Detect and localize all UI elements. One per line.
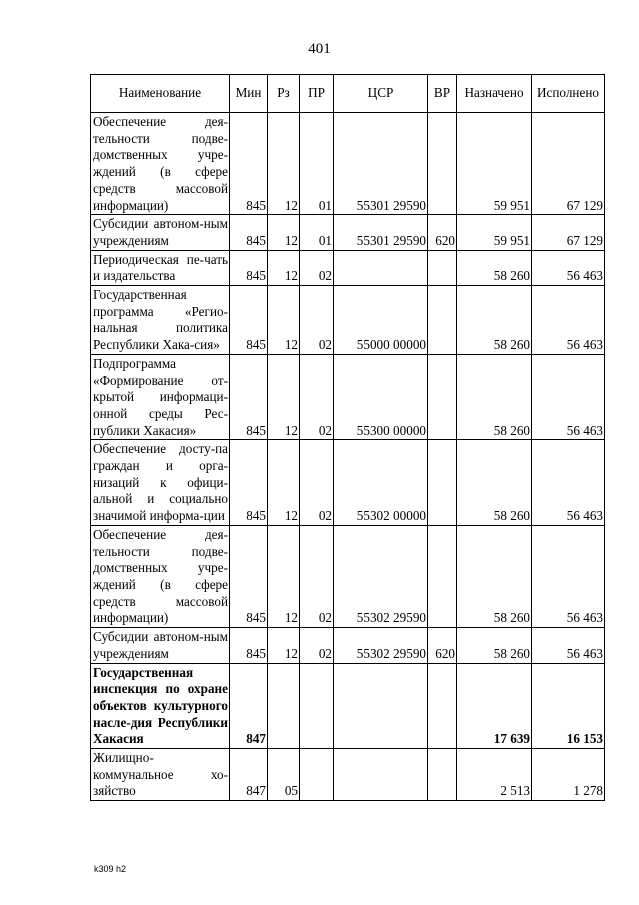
- budget-table: [90, 74, 605, 801]
- cell-csr: [334, 749, 428, 801]
- cell-pr: 02: [300, 250, 334, 285]
- cell-min: 845: [230, 525, 268, 627]
- cell-csr: 55300 00000: [334, 354, 428, 440]
- cell-name: Субсидии автоном-ным учреждениям: [91, 215, 230, 250]
- header-vr: ВР: [428, 75, 457, 113]
- cell-assigned: 59 951: [457, 113, 532, 215]
- cell-name: Государственная программа «Регио-нальная политика Республики Хака-сия»: [91, 286, 230, 355]
- header-name: Наименование: [91, 75, 230, 113]
- table-row: [91, 749, 605, 801]
- header-assigned: Назначено: [457, 75, 532, 113]
- cell-assigned: 58 260: [457, 250, 532, 285]
- cell-min: 845: [230, 354, 268, 440]
- cell-vr: [428, 250, 457, 285]
- table-header-row: [91, 75, 605, 113]
- cell-csr: 55301 29590: [334, 215, 428, 250]
- cell-pr: 02: [300, 525, 334, 627]
- cell-name: Обеспечение дея-тельности подве-домственных учре-ждений (в сфере средств массовой информации): [91, 525, 230, 627]
- cell-assigned: 17 639: [457, 663, 532, 749]
- cell-name: Обеспечение дея-тельности подве-домственных учре-ждений (в сфере средств массовой информации): [91, 113, 230, 215]
- cell-rz: 12: [268, 250, 300, 285]
- cell-name: Подпрограмма «Формирование от-крытой информаци-онной среды Рес-публики Хакасия»: [91, 354, 230, 440]
- cell-min: 845: [230, 113, 268, 215]
- cell-executed: 56 463: [532, 286, 605, 355]
- cell-executed: 56 463: [532, 525, 605, 627]
- cell-assigned: 59 951: [457, 215, 532, 250]
- cell-csr: 55302 29590: [334, 525, 428, 627]
- cell-rz: 12: [268, 440, 300, 526]
- cell-rz: 12: [268, 286, 300, 355]
- footer-code: k309 h2: [94, 864, 127, 874]
- cell-min: 845: [230, 250, 268, 285]
- table-row: [91, 250, 605, 285]
- cell-rz: 05: [268, 749, 300, 801]
- table-row: [91, 525, 605, 627]
- cell-vr: 620: [428, 628, 457, 663]
- cell-min: 845: [230, 215, 268, 250]
- cell-vr: [428, 440, 457, 526]
- cell-assigned: 58 260: [457, 440, 532, 526]
- cell-min: 845: [230, 628, 268, 663]
- cell-pr: 02: [300, 440, 334, 526]
- cell-rz: 12: [268, 354, 300, 440]
- cell-csr: 55302 29590: [334, 628, 428, 663]
- table-row: [91, 440, 605, 526]
- cell-executed: 1 278: [532, 749, 605, 801]
- cell-executed: 56 463: [532, 250, 605, 285]
- cell-executed: 67 129: [532, 113, 605, 215]
- cell-name: Государственная инспекция по охране объектов культурного насле-дия Республики Хакасия: [91, 663, 230, 749]
- cell-assigned: 58 260: [457, 628, 532, 663]
- cell-vr: [428, 525, 457, 627]
- cell-assigned: 58 260: [457, 354, 532, 440]
- cell-rz: 12: [268, 525, 300, 627]
- header-pr: ПР: [300, 75, 334, 113]
- page-number: 401: [308, 41, 331, 57]
- cell-csr: [334, 250, 428, 285]
- cell-min: 847: [230, 749, 268, 801]
- cell-vr: [428, 354, 457, 440]
- cell-csr: 55302 00000: [334, 440, 428, 526]
- cell-executed: 56 463: [532, 354, 605, 440]
- cell-executed: 16 153: [532, 663, 605, 749]
- cell-pr: [300, 749, 334, 801]
- cell-rz: [268, 663, 300, 749]
- cell-pr: 02: [300, 354, 334, 440]
- cell-executed: 56 463: [532, 628, 605, 663]
- header-csr: ЦСР: [334, 75, 428, 113]
- cell-min: 845: [230, 286, 268, 355]
- cell-assigned: 58 260: [457, 286, 532, 355]
- table-row: [91, 628, 605, 663]
- cell-min: 845: [230, 440, 268, 526]
- cell-csr: 55000 00000: [334, 286, 428, 355]
- cell-rz: 12: [268, 215, 300, 250]
- cell-min: 847: [230, 663, 268, 749]
- cell-csr: [334, 663, 428, 749]
- cell-name: Обеспечение досту-па граждан и орга-низаций к офици-альной и социально значимой информа-ции: [91, 440, 230, 526]
- table-row: [91, 663, 605, 749]
- cell-vr: [428, 663, 457, 749]
- cell-rz: 12: [268, 113, 300, 215]
- cell-pr: 01: [300, 113, 334, 215]
- header-min: Мин: [230, 75, 268, 113]
- table-row: [91, 354, 605, 440]
- table-row: [91, 215, 605, 250]
- cell-assigned: 2 513: [457, 749, 532, 801]
- cell-csr: 55301 29590: [334, 113, 428, 215]
- cell-pr: [300, 663, 334, 749]
- table-row: [91, 286, 605, 355]
- cell-vr: [428, 113, 457, 215]
- header-executed: Исполнено: [532, 75, 605, 113]
- cell-executed: 67 129: [532, 215, 605, 250]
- cell-vr: 620: [428, 215, 457, 250]
- cell-name: Периодическая пе-чать и издательства: [91, 250, 230, 285]
- cell-vr: [428, 749, 457, 801]
- cell-pr: 02: [300, 286, 334, 355]
- cell-rz: 12: [268, 628, 300, 663]
- cell-executed: 56 463: [532, 440, 605, 526]
- cell-assigned: 58 260: [457, 525, 532, 627]
- cell-pr: 02: [300, 628, 334, 663]
- cell-pr: 01: [300, 215, 334, 250]
- header-rz: Рз: [268, 75, 300, 113]
- cell-vr: [428, 286, 457, 355]
- table-row: [91, 113, 605, 215]
- cell-name: Субсидии автоном-ным учреждениям: [91, 628, 230, 663]
- cell-name: Жилищно-коммунальное хо-зяйство: [91, 749, 230, 801]
